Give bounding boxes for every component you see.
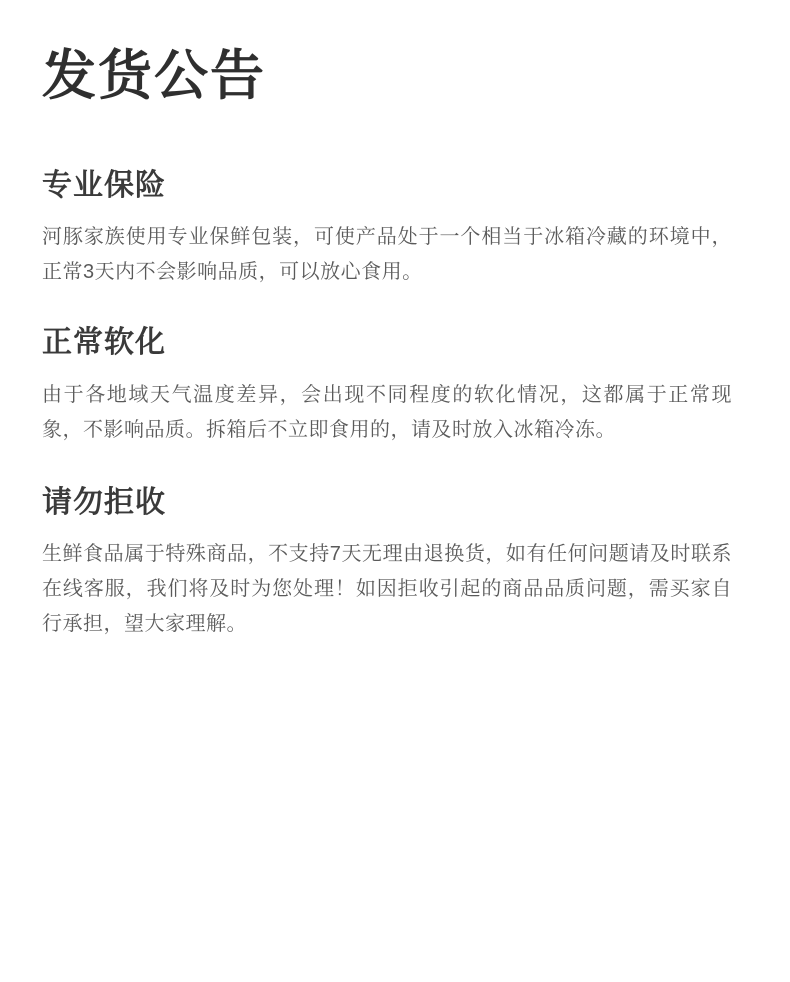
section-body-do-not-refuse: 生鲜食品属于特殊商品，不支持7天无理由退换货，如有任何问题请及时联系在线客服，我们将及时为您处理！如因拒收引起的商品品质问题，需买家自行承担，望大家理解。 <box>42 543 732 636</box>
section-heading-professional-insurance: 专业保险 <box>42 168 166 202</box>
section-heading-do-not-refuse: 请勿拒收 <box>42 485 166 519</box>
section-heading-normal-softening: 正常软化 <box>42 326 166 360</box>
section-professional-insurance <box>42 167 748 291</box>
section-body-professional-insurance: 河豚家族使用专业保鲜包装，可使产品处于一个相当于冰箱冷藏的环境中，正常3天内不会影响品质，可以放心食用。 <box>42 226 732 284</box>
section-body-normal-softening: 由于各地域天气温度差异，会出现不同程度的软化情况，这都属于正常现象，不影响品质。拆箱后不立即食用的，请及时放入冰箱冷冻。 <box>42 383 732 441</box>
page-title: 发货公告 <box>42 46 266 106</box>
section-normal-softening <box>42 324 748 448</box>
section-do-not-refuse <box>42 484 748 643</box>
